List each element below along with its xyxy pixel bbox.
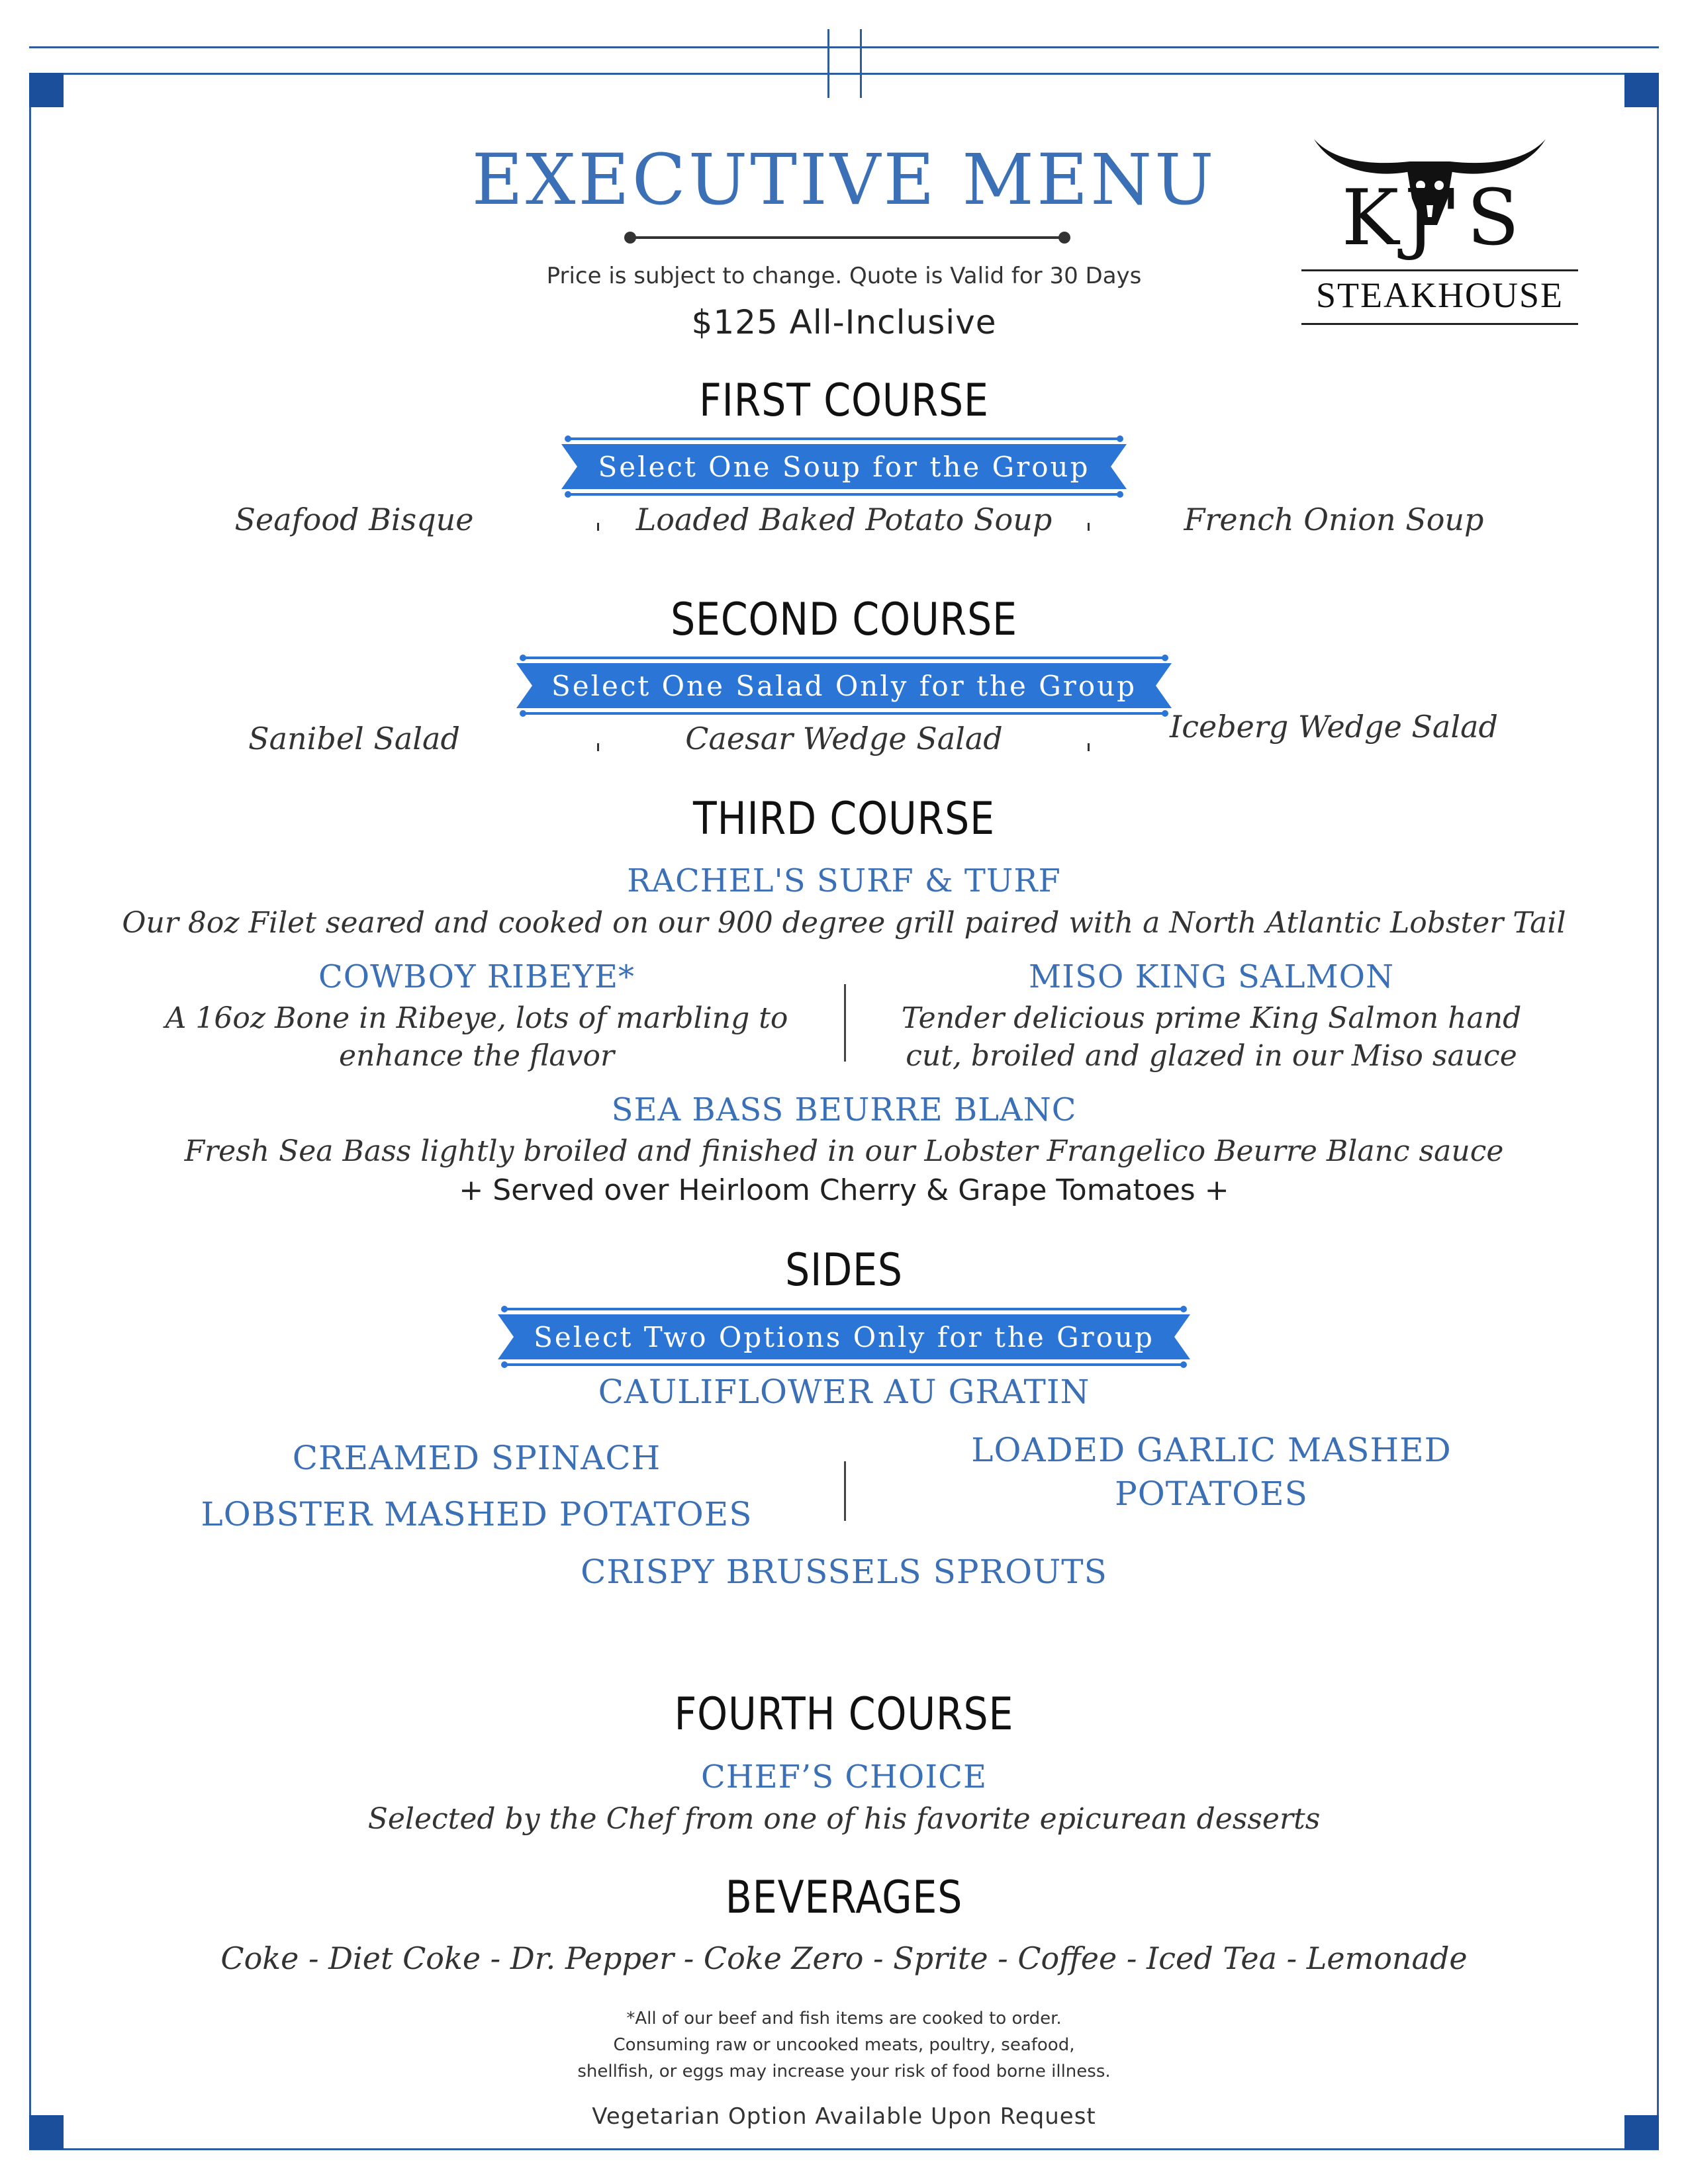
- frame-right: [1657, 73, 1659, 2150]
- sides-banner: [498, 1304, 1190, 1370]
- first-course-banner-text: Select One Soup for the Group: [598, 451, 1090, 483]
- frame-left: [29, 73, 31, 2150]
- soup-item: Loaded Baked Potato Soup: [635, 502, 1053, 537]
- second-course-heading: SECOND COURSE: [671, 594, 1017, 646]
- first-course-banner: [561, 433, 1127, 500]
- price: $125 All-Inclusive: [691, 303, 997, 341]
- side-garlic-mash-line2: POTATOES: [1115, 1475, 1308, 1513]
- soup-item: French Onion Soup: [1184, 502, 1484, 537]
- column-divider: [844, 1461, 846, 1521]
- top-center-line-1: [827, 29, 829, 98]
- ribeye-name: COWBOY RIBEYE*: [318, 958, 635, 995]
- salad-item: Caesar Wedge Salad: [685, 721, 1003, 756]
- logo-rule-top: [1301, 269, 1578, 271]
- second-course-banner-text: Select One Salad Only for the Group: [551, 670, 1137, 702]
- corner-top-right: [1624, 73, 1659, 107]
- price-note: Price is subject to change. Quote is Valid for 30 Days: [546, 263, 1142, 289]
- sea-bass-desc: Fresh Sea Bass lightly broiled and finished in our Lobster Frangelico Beurre Blanc sauce: [184, 1134, 1504, 1168]
- title-underline: [622, 228, 1072, 248]
- third-course-heading: THIRD COURSE: [693, 793, 995, 845]
- first-course-heading: FIRST COURSE: [699, 375, 989, 427]
- footer-note-line2: Consuming raw or uncooked meats, poultry, seafood,: [613, 2035, 1075, 2055]
- fourth-course-heading: FOURTH COURSE: [674, 1688, 1014, 1741]
- chefs-choice-name: CHEF’S CHOICE: [701, 1758, 987, 1796]
- beverages-list: Coke - Diet Coke - Dr. Pepper - Coke Zero - Sprite - Coffee - Iced Tea - Lemonade: [220, 1940, 1468, 1976]
- ribeye-desc-line2: enhance the flavor: [339, 1039, 614, 1073]
- sides-heading: SIDES: [785, 1244, 903, 1297]
- salmon-desc-line2: cut, broiled and glazed in our Miso sauce: [906, 1039, 1517, 1073]
- top-center-line-2: [860, 29, 862, 98]
- side-garlic-mash-line1: LOADED GARLIC MASHED: [971, 1431, 1452, 1469]
- salad-item: Iceberg Wedge Salad: [1170, 709, 1498, 745]
- salmon-name: MISO KING SALMON: [1029, 958, 1394, 995]
- page-title: EXECUTIVE MENU: [471, 139, 1217, 220]
- frame-top: [29, 73, 1659, 75]
- separator: [597, 523, 599, 531]
- separator: [1088, 743, 1090, 751]
- sea-bass-served: + Served over Heirloom Cherry & Grape Tomatoes +: [459, 1173, 1229, 1207]
- soup-item: Seafood Bisque: [234, 502, 474, 537]
- corner-bottom-left: [29, 2115, 64, 2150]
- second-course-banner: [516, 653, 1172, 719]
- chefs-choice-desc: Selected by the Chef from one of his favorite epicurean desserts: [367, 1802, 1321, 1836]
- salmon-desc-line1: Tender delicious prime King Salmon hand: [901, 1001, 1522, 1035]
- separator: [1088, 523, 1090, 531]
- sea-bass-name: SEA BASS BEURRE BLANC: [611, 1091, 1077, 1128]
- logo-subtitle: STEAKHOUSE: [1315, 275, 1564, 315]
- side-brussels: CRISPY BRUSSELS SPROUTS: [581, 1553, 1107, 1591]
- logo-rule-bottom: [1301, 323, 1578, 325]
- corner-bottom-right: [1624, 2115, 1659, 2150]
- ribeye-desc-line1: A 16oz Bone in Ribeye, lots of marbling to: [165, 1001, 788, 1035]
- footer-note-line3: shellfish, or eggs may increase your risk of food borne illness.: [577, 2062, 1111, 2081]
- beverages-heading: BEVERAGES: [725, 1872, 963, 1924]
- salad-item: Sanibel Salad: [248, 721, 460, 756]
- surf-turf-desc: Our 8oz Filet seared and cooked on our 900 degree grill paired with a North Atlantic Lobster Tail: [122, 906, 1566, 940]
- vegetarian-note: Vegetarian Option Available Upon Request: [592, 2103, 1096, 2130]
- corner-top-left: [29, 73, 64, 107]
- separator: [597, 743, 599, 751]
- top-rule: [29, 46, 1659, 48]
- surf-turf-name: RACHEL'S SURF & TURF: [627, 862, 1061, 899]
- logo-wordmark: KJ'S: [1341, 173, 1525, 263]
- side-cauliflower: CAULIFLOWER AU GRATIN: [598, 1373, 1090, 1411]
- footer-note-line1: *All of our beef and fish items are cooked to order.: [626, 2009, 1062, 2028]
- side-lobster-mash: LOBSTER MASHED POTATOES: [201, 1495, 753, 1533]
- side-spinach: CREAMED SPINACH: [292, 1439, 661, 1477]
- column-divider: [844, 984, 846, 1062]
- sides-banner-text: Select Two Options Only for the Group: [534, 1321, 1154, 1353]
- frame-bottom: [29, 2148, 1659, 2150]
